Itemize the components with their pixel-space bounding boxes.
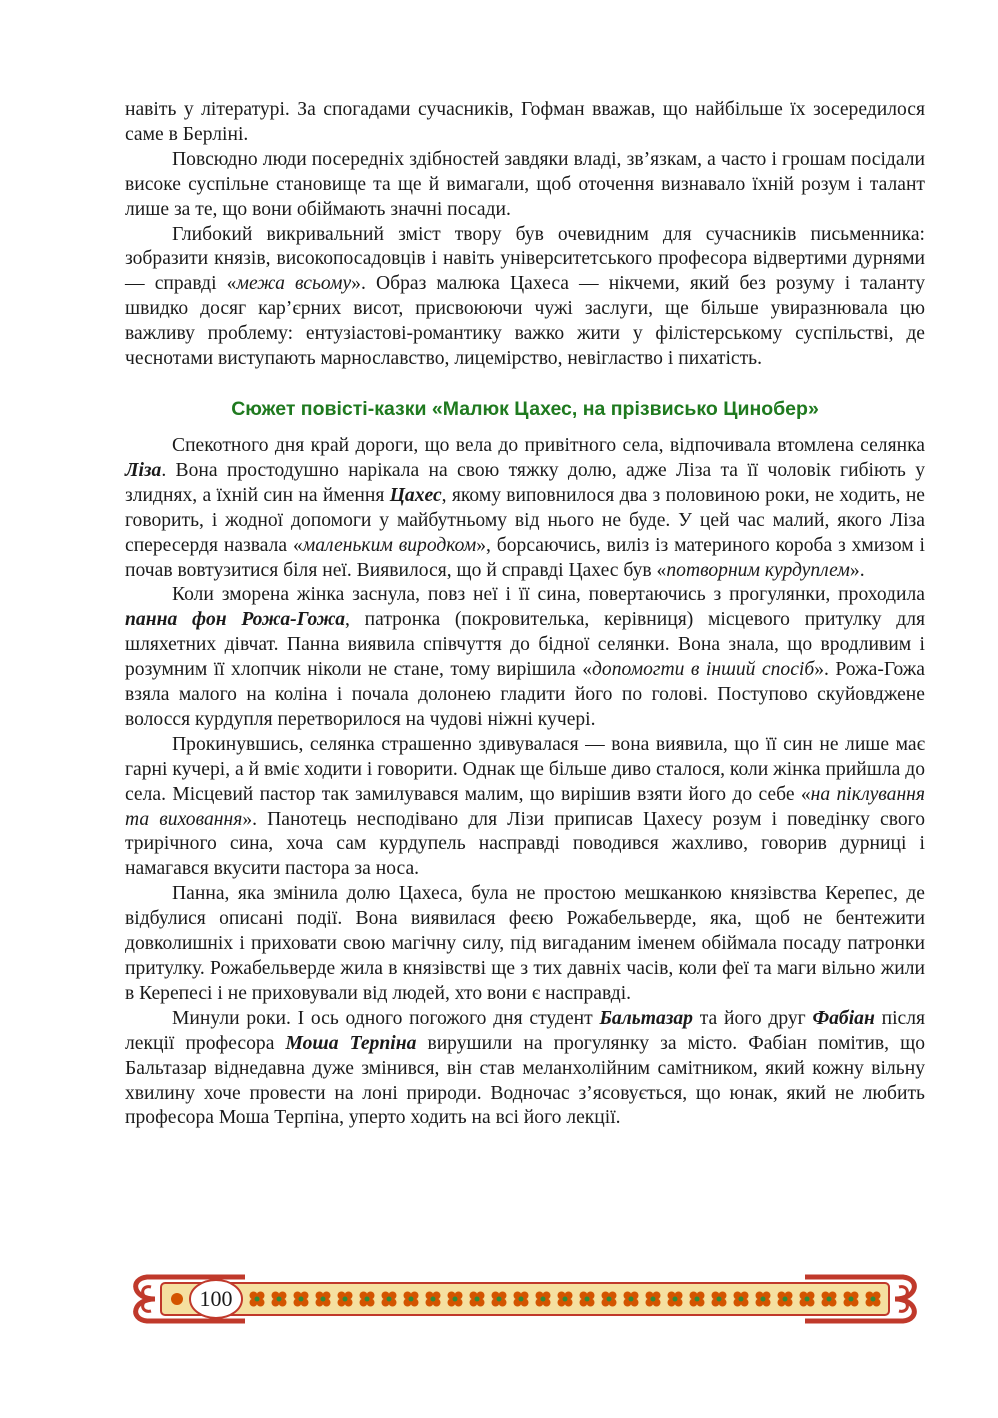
page-content [125,98,925,1131]
flower-motif [734,1292,749,1307]
flower-motif [844,1292,859,1307]
text-run: Прокинувшись, селянка страшенно здивувалася — вона виявила, що її син не лише має гарні кучері, а й вміє ходити і говорити. Однак ще більше диво сталося, коли жінка прийшла до села. Місцевий пастор так замилувався малим, що вирішив взяти його до себе « [125,733,925,805]
text-run: ». Образ малюка Цахеса — нікчеми, який без розуму і таланту швидко досяг кар’єрних висот, присвоюючи чужі заслуги, ще більше увиразнювала цю важливу проблему: ентузіастові-романтику важко жити у філістерському суспільстві, де чеснотами виступають марнославство, лицемірство, невігластво і пихатість. [125,273,925,370]
paragraph [125,223,925,372]
quoted-phrase: маленьким виродком [302,534,477,556]
flower-motif [514,1292,529,1307]
paragraph [125,1007,925,1132]
flower-motif [800,1292,815,1307]
intro-paragraphs [125,98,925,372]
text-run: », борсаючись, виліз із материного короба з хмизом і почав вовтузитися біля неї. Виявилося, що й справді Цахес був « [125,534,925,581]
flower-motif [171,1293,183,1305]
section-heading: Сюжет повісті-казки «Малюк Цахес, на прізвисько Цинобер» [231,397,819,420]
text-run: Повсюдно люди посередніх здібностей завдяки владі, зв’язкам, а часто і грошам посідали високе суспільне становище та ще й вимагали, щоб оточення визнавало їхній розум і талант лише за те, що вони обіймають значні посади. [125,148,925,220]
flower-motif [294,1292,309,1307]
quoted-phrase: межа всьому [236,273,352,295]
character-name: Моша Терпіна [285,1032,417,1054]
flower-motif [756,1292,771,1307]
flower-motif [250,1292,265,1307]
flower-motif [558,1292,573,1307]
flower-motif [690,1292,705,1307]
text-run: Панна, яка змінила долю Цахеса, була не простою мешканкою князівства Керепес, де відбулися описані події. Вона виявилася феєю Рожабельверде, яка, щоб не бентежити довколишніх і приховати свою магічну силу, під вигаданим іменем обіймала посаду патронки притулку. Рожабельверде жила в князівстві ще з тих давніх часів, коли феї та маги вільно жили в Керепесі і не приховували від людей, хто вони є насправді. [125,883,925,1004]
flower-motif [668,1292,683,1307]
flower-motif [470,1292,485,1307]
flower-motif [602,1292,617,1307]
text-run: вирушили на прогулянку за місто. Фабіан помітив, що Бальтазар віднедавна дуже змінився, він став меланхолійним самітником, який кожну вільну хвилину хоче провести на лоні природи. Водночас з’ясовується, що юнак, який не любить професора Моша Терпіна, уперто ходить на всі його лекції. [125,1032,925,1129]
text-run: після лекції професора [125,1007,925,1054]
flower-motif [580,1292,595,1307]
text-run: ». Рожа-Гожа взяла малого на коліна і почала долонею гладити його по голові. Поступово скуйовджене волосся курдупля перетворилося на чудові ніжні кучері. [125,659,925,730]
ornament-border [125,1271,925,1327]
flower-motif [646,1292,661,1307]
flower-motif [712,1292,727,1307]
flower-motif [778,1292,793,1307]
paragraph [125,733,925,882]
page-footer-ornament [125,1271,925,1327]
flower-motif [536,1292,551,1307]
flower-motif [338,1292,353,1307]
flower-motif [272,1292,287,1307]
character-name: панна фон Рожа-Гожа [125,609,346,631]
flower-motif [426,1292,441,1307]
flower-motif [866,1292,881,1307]
text-run: , патронка (покровителька, керівниця) місцевого притулку для шляхетних дівчат. Панна виявила співчуття до бідної селянки. Вона знала, що вродливим і розумним її хлопчик ніколи не стане, тому вирішила « [125,609,926,681]
text-run: Глибокий викривальний зміст твору був очевидним для сучасників письменника: зобразити князів, високопосадовців і навіть університетського професора відвертими дурнями — справді « [125,223,925,295]
paragraph [125,583,925,732]
text-run: Спекотного дня край дороги, що вела до привітного села, відпочивала втомлена селянка [172,434,925,456]
paragraph [125,882,925,1007]
character-name: Цахес [389,484,442,506]
flower-motif [316,1292,331,1307]
paragraph [125,148,925,223]
quoted-phrase: потворним курдуплем [666,559,850,581]
flower-motif [822,1292,837,1307]
character-name: Фабіан [812,1007,875,1029]
paragraph [125,98,925,148]
flower-motif [448,1292,463,1307]
text-run: та його друг [692,1007,813,1029]
text-run: Минули роки. І ось одного погожого дня студент [172,1007,600,1029]
text-run: Коли зморена жінка заснула, повз неї і її сина, повертаючись з прогулянки, проходила [172,584,925,606]
page-number: 100 [199,1286,233,1311]
character-name: Ліза [125,459,162,481]
quoted-phrase: на піклування та виховання [125,783,925,830]
text-run: , якому виповнилося два з половиною роки, не ходить, не говорить, і жодної допомоги у майбутньому від нього не буде. У цей час малий, якого Ліза спересердя назвала « [125,484,926,556]
flower-motif [492,1292,507,1307]
text-run: ». Панотець несподівано для Лізи приписав Цахесу розум і поведінку свого трирічного сина, хоча сам курдупель насправді поводився жахливо, говорив дурниці і намагався вкусити пастора за носа. [125,808,925,880]
flower-motif [624,1292,639,1307]
quoted-phrase: допомогти в інший спосіб [592,659,815,681]
text-run: . Вона простодушно нарікала на свою тяжку долю, адже Ліза та її чоловік гибіють у злиднях, а їхній син на ймення [125,459,925,506]
paragraph [125,434,925,583]
plot-paragraphs [125,434,925,1131]
character-name: Бальтазар [599,1007,693,1029]
flower-motif [404,1292,419,1307]
text-run: навіть у літературі. За спогадами сучасників, Гофман вважав, що найбільше їх зосередилося саме в Берліні. [125,99,925,145]
text-run: ». [849,559,865,581]
flower-motif [382,1292,397,1307]
flower-motif [360,1292,375,1307]
